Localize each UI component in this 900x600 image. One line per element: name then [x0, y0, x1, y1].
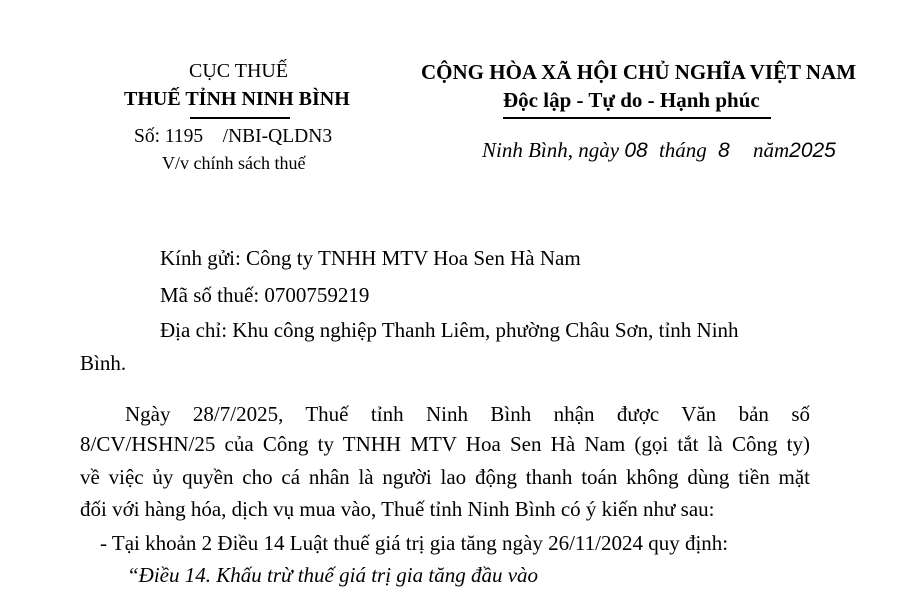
quote-line: “Điều 14. Khấu trừ thuế giá trị gia tăng đầu vào: [127, 563, 539, 587]
paragraph-line-4: đối với hàng hóa, dịch vụ mua vào, Thuế tỉnh Ninh Bình có ý kiến như sau:: [80, 497, 715, 521]
agency-underline: [190, 117, 290, 119]
country-name: CỘNG HÒA XÃ HỘI CHỦ NGHĨA VIỆT NAM: [421, 60, 857, 84]
date-year: 2025: [789, 139, 836, 162]
document-subject: V/v chính sách thuế: [162, 153, 306, 173]
date-month-label: tháng: [658, 138, 707, 162]
date-place: Ninh Bình, ngày: [482, 138, 620, 162]
date-day: 08: [624, 139, 648, 162]
recipient-address-line1: Địa chỉ: Khu công nghiệp Thanh Liêm, phường Châu Sơn, tỉnh Ninh: [160, 318, 739, 342]
document-date: [482, 138, 836, 163]
paragraph-line-3: về việc ủy quyền cho cá nhân là người lao động thanh toán không dùng tiền mặt: [80, 465, 810, 489]
agency-name: THUẾ TỈNH NINH BÌNH: [124, 88, 350, 110]
agency-parent: CỤC THUẾ: [189, 60, 289, 82]
date-month: 8: [718, 139, 730, 162]
paragraph-line-1: Ngày 28/7/2025, Thuế tỉnh Ninh Bình nhận được Văn bản số: [125, 402, 810, 426]
motto-underline: [503, 117, 771, 119]
date-year-label: năm: [752, 138, 790, 162]
paragraph-line-2: 8/CV/HSHN/25 của Công ty TNHH MTV Hoa Sen Hà Nam (gọi tắt là Công ty): [80, 432, 810, 456]
recipient-address-line2: Bình.: [80, 351, 127, 375]
recipient-tax-code: Mã số thuế: 0700759219: [160, 283, 370, 307]
recipient-to: Kính gửi: Công ty TNHH MTV Hoa Sen Hà Nam: [160, 246, 581, 270]
document-number: Số: 1195 /NBI-QLDN3: [134, 126, 333, 147]
bullet-line: - Tại khoản 2 Điều 14 Luật thuế giá trị gia tăng ngày 26/11/2024 quy định:: [100, 531, 729, 555]
national-motto: Độc lập - Tự do - Hạnh phúc: [503, 88, 760, 112]
